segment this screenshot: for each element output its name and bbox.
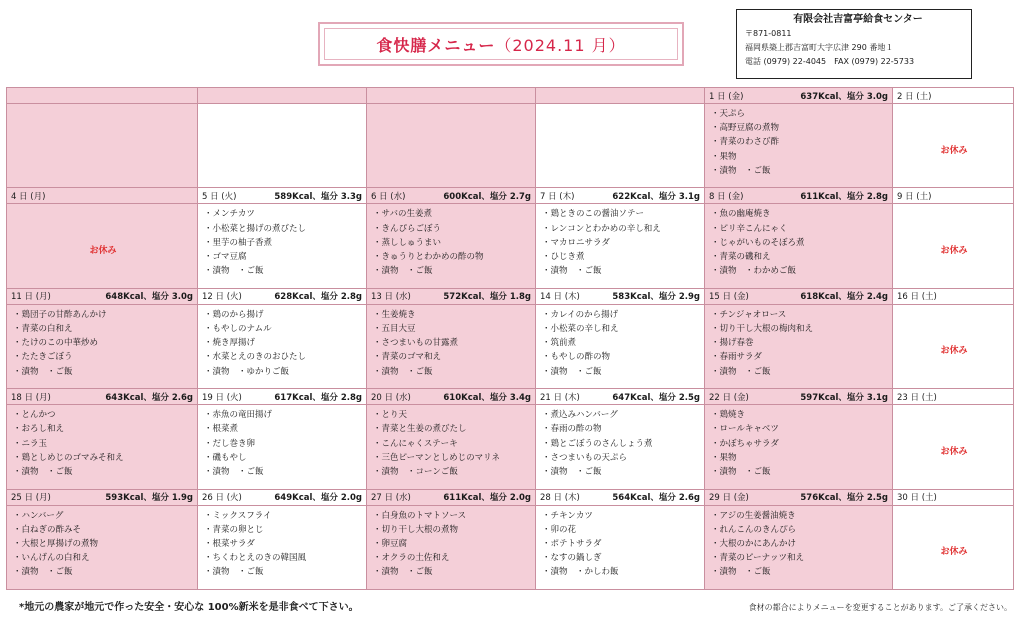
menu-item: ・ 揚げ春巻 (711, 336, 888, 350)
menu-item: ・ もやしのナムル (204, 322, 362, 336)
menu-item: ・ 漬物 ・ご飯 (542, 465, 700, 479)
menu-item: ・ おろし和え (13, 422, 193, 436)
menu-item: ・ 青菜のピーナッツ和え (711, 551, 888, 565)
day-date: 6 日 (水) (371, 191, 406, 202)
day-menu-cell (7, 204, 198, 288)
menu-item: ・ ミックスフライ (204, 509, 362, 523)
day-date: 20 日 (水) (371, 392, 411, 403)
menu-item: ・ きんぴらごぼう (373, 222, 531, 236)
day-header-cell (367, 389, 536, 405)
menu-list (13, 308, 193, 379)
menu-item: ・ 漬物 ・ご飯 (711, 565, 888, 579)
menu-list (711, 308, 888, 379)
day-nutrition: 611Kcal、塩分 2.0g (443, 493, 531, 504)
day-header-cell (893, 188, 1014, 204)
day-date: 30 日 (土) (897, 493, 937, 504)
day-date: 23 日 (土) (897, 392, 937, 403)
menu-item: ・ カレイのから揚げ (542, 308, 700, 322)
company-address: 福岡県築上郡吉富町大字広津 290 番地１ (745, 43, 894, 52)
menu-item: ・ 青菜と生姜の煮びたし (373, 422, 531, 436)
menu-item: ・ 三色ピーマンとしめじのマリネ (373, 451, 531, 465)
menu-item: ・ ちくわとえのきの韓国風 (204, 551, 362, 565)
day-header (371, 290, 531, 302)
title-frame (318, 22, 684, 66)
day-header-cell (198, 489, 367, 505)
day-header-cell (705, 188, 893, 204)
menu-list (711, 408, 888, 479)
day-date: 2 日 (土) (897, 91, 932, 102)
day-header-cell (367, 288, 536, 304)
menu-item: ・ チンジャオロース (711, 308, 888, 322)
day-date: 19 日 (火) (202, 392, 242, 403)
day-header-cell (705, 489, 893, 505)
menu-item: ・ チキンカツ (542, 509, 700, 523)
menu-item: ・ 漬物 ・ご飯 (373, 264, 531, 278)
day-header (540, 491, 700, 503)
menu-calendar (6, 87, 1014, 590)
week-menu-row (7, 405, 1014, 489)
menu-item: ・ たたきごぼう (13, 350, 193, 364)
day-menu-cell (198, 405, 367, 489)
menu-item: ・ 根菜サラダ (204, 537, 362, 551)
menu-item: ・ いんげんの白和え (13, 551, 193, 565)
day-nutrition: 610Kcal、塩分 3.4g (443, 392, 531, 403)
day-nutrition: 572Kcal、塩分 1.8g (443, 292, 531, 303)
week-header-row (7, 389, 1014, 405)
day-menu-cell (198, 505, 367, 589)
footer-disclaimer: 食材の都合によりメニューを変更することがあります。ご了承ください。 (748, 603, 1012, 612)
menu-list (204, 509, 362, 580)
menu-item: ・ 高野豆腐の煮物 (711, 121, 888, 135)
day-header (371, 190, 531, 202)
menu-list (711, 207, 888, 278)
menu-item: ・ 根菜煮 (204, 422, 362, 436)
day-nutrition: 617Kcal、塩分 2.8g (274, 392, 362, 403)
day-menu-cell (7, 505, 198, 589)
menu-list (711, 107, 888, 178)
menu-item: ・ メンチカツ (204, 207, 362, 221)
week-menu-row (7, 304, 1014, 388)
day-date: 27 日 (水) (371, 493, 411, 504)
week-menu-row (7, 505, 1014, 589)
holiday-label: お休み (940, 547, 968, 558)
day-menu-cell (367, 505, 536, 589)
day-header-cell (893, 389, 1014, 405)
menu-item: ・ 赤魚の竜田揚げ (204, 408, 362, 422)
day-header-cell (7, 188, 198, 204)
menu-item: ・ 鶏としめじのゴマみそ和え (13, 451, 193, 465)
day-menu-cell (536, 204, 705, 288)
day-header (540, 290, 700, 302)
menu-item: ・ ピリ辛こんにゃく (711, 222, 888, 236)
menu-item: ・ 漬物 ・ご飯 (204, 565, 362, 579)
week-menu-row (7, 204, 1014, 288)
holiday-label: お休み (940, 145, 968, 156)
day-date: 28 日 (木) (540, 493, 580, 504)
menu-item: ・ ニラ玉 (13, 437, 193, 451)
day-nutrition: 649Kcal、塩分 2.0g (274, 493, 362, 504)
day-header-cell (7, 489, 198, 505)
day-header (897, 190, 1009, 202)
menu-item: ・ 漬物 ・かしわ飯 (542, 565, 700, 579)
menu-item: ・ 漬物 ・ご飯 (711, 164, 888, 178)
menu-item: ・ 春雨の酢の物 (542, 422, 700, 436)
day-menu-cell (367, 405, 536, 489)
holiday-label: お休み (89, 246, 117, 257)
menu-item: ・ 小松菜と揚げの煮びたし (204, 222, 362, 236)
menu-item: ・ 鶏とごぼうのさんしょう煮 (542, 437, 700, 451)
day-header-cell (198, 188, 367, 204)
menu-item: ・ 煮込みハンバーグ (542, 408, 700, 422)
menu-list (373, 207, 531, 278)
menu-list (204, 207, 362, 278)
day-nutrition: 611Kcal、塩分 2.8g (800, 191, 888, 202)
menu-item: ・ 漬物 ・ご飯 (13, 465, 193, 479)
menu-item: ・ 生姜焼き (373, 308, 531, 322)
menu-item: ・ 漬物 ・ご飯 (711, 465, 888, 479)
menu-item: ・ 卵豆腐 (373, 537, 531, 551)
day-header (371, 491, 531, 503)
footer-note: *地元の農家が地元で作った安全・安心な 100%新米を是非食べて下さい。 (19, 602, 359, 613)
day-date: 25 日 (月) (11, 493, 51, 504)
menu-item: ・ 漬物 ・ご飯 (373, 565, 531, 579)
day-header (202, 290, 362, 302)
day-header-cell (893, 489, 1014, 505)
menu-item: ・ 漬物 ・ご飯 (204, 465, 362, 479)
menu-item: ・ 天ぷら (711, 107, 888, 121)
holiday-label: お休み (940, 446, 968, 457)
menu-item: ・ ひじき煮 (542, 250, 700, 264)
day-nutrition: 647Kcal、塩分 2.5g (612, 392, 700, 403)
day-date: 8 日 (金) (709, 191, 744, 202)
menu-list (204, 308, 362, 379)
menu-item: ・ じゃがいものそぼろ煮 (711, 236, 888, 250)
day-menu-cell (893, 204, 1014, 288)
menu-item: ・ もやしの酢の物 (542, 350, 700, 364)
day-nutrition: 637Kcal、塩分 3.0g (800, 91, 888, 102)
menu-item: ・ ロールキャベツ (711, 422, 888, 436)
menu-item: ・ とんかつ (13, 408, 193, 422)
day-date: 29 日 (金) (709, 493, 749, 504)
day-menu-cell (536, 304, 705, 388)
menu-item: ・ 春雨サラダ (711, 350, 888, 364)
company-name: 有限会社吉富亭給食センター (793, 14, 923, 25)
menu-item: ・ 白ねぎの酢みそ (13, 523, 193, 537)
day-header-cell (705, 389, 893, 405)
page-title: 食快膳メニュー（2024.11 月） (376, 35, 626, 55)
day-menu-cell (7, 104, 198, 188)
menu-item: ・ 青菜の磯和え (711, 250, 888, 264)
company-info-box (736, 9, 972, 79)
day-header (709, 491, 888, 503)
menu-item: ・ ゴマ豆腐 (204, 250, 362, 264)
day-header-cell (198, 389, 367, 405)
day-date: 4 日 (月) (11, 191, 46, 202)
day-header-cell (705, 88, 893, 104)
menu-list (542, 509, 700, 580)
menu-item: ・ たけのこの中華炒め (13, 336, 193, 350)
menu-item: ・ こんにゃくステーキ (373, 437, 531, 451)
day-menu-cell (367, 204, 536, 288)
day-menu-cell (367, 104, 536, 188)
day-date: 16 日 (土) (897, 292, 937, 303)
day-menu-cell (893, 505, 1014, 589)
day-header (11, 391, 193, 403)
menu-item: ・ 鶏ときのこの醤油ソテー (542, 207, 700, 221)
menu-item: ・ 大根のかにあんかけ (711, 537, 888, 551)
menu-item: ・ 漬物 ・ご飯 (711, 365, 888, 379)
menu-item: ・ だし巻き卵 (204, 437, 362, 451)
menu-item: ・ 切り干し大根の梅肉和え (711, 322, 888, 336)
menu-item: ・ 漬物 ・ご飯 (373, 365, 531, 379)
menu-item: ・ きゅうりとわかめの酢の物 (373, 250, 531, 264)
week-header-row (7, 88, 1014, 104)
menu-item: ・ 切り干し大根の煮物 (373, 523, 531, 537)
day-header-cell (536, 389, 705, 405)
day-header (709, 90, 888, 102)
menu-item: ・ さつまいもの甘露煮 (373, 336, 531, 350)
day-date: 9 日 (土) (897, 191, 932, 202)
day-nutrition: 593Kcal、塩分 1.9g (105, 493, 193, 504)
menu-item: ・ 漬物 ・ご飯 (542, 264, 700, 278)
day-date: 5 日 (火) (202, 191, 237, 202)
menu-item: ・ 漬物 ・わかめご飯 (711, 264, 888, 278)
menu-item: ・ ハンバーグ (13, 509, 193, 523)
day-date: 15 日 (金) (709, 292, 749, 303)
menu-item: ・ 白身魚のトマトソース (373, 509, 531, 523)
menu-item: ・ 果物 (711, 150, 888, 164)
day-header (371, 391, 531, 403)
day-header (709, 391, 888, 403)
menu-item: ・ ポテトサラダ (542, 537, 700, 551)
day-menu-cell (198, 204, 367, 288)
menu-list (373, 308, 531, 379)
menu-item: ・ 筑前煮 (542, 336, 700, 350)
day-menu-cell (367, 304, 536, 388)
day-menu-cell (705, 405, 893, 489)
day-header-cell (7, 288, 198, 304)
day-header-cell (536, 88, 705, 104)
menu-item: ・ 果物 (711, 451, 888, 465)
menu-item: ・ 鶏のから揚げ (204, 308, 362, 322)
menu-period: （2024.11 月） (495, 35, 626, 55)
day-nutrition: 600Kcal、塩分 2.7g (443, 191, 531, 202)
menu-item: ・ 青菜の卵とじ (204, 523, 362, 537)
menu-item: ・ 青菜の白和え (13, 322, 193, 336)
menu-list (373, 509, 531, 580)
week-menu-row (7, 104, 1014, 188)
menu-item: ・ 鶏焼き (711, 408, 888, 422)
day-header (540, 391, 700, 403)
menu-item: ・ マカロニサラダ (542, 236, 700, 250)
day-menu-cell (705, 204, 893, 288)
day-header (202, 190, 362, 202)
day-menu-cell (198, 304, 367, 388)
title-inner-frame (324, 28, 678, 60)
day-header (897, 90, 1009, 102)
day-nutrition: 589Kcal、塩分 3.3g (274, 191, 362, 202)
menu-item: ・ なすの鍋しぎ (542, 551, 700, 565)
day-nutrition: 576Kcal、塩分 2.5g (800, 493, 888, 504)
day-header-cell (705, 288, 893, 304)
day-menu-cell (705, 304, 893, 388)
day-menu-cell (536, 104, 705, 188)
menu-item: ・ 漬物 ・ご飯 (542, 365, 700, 379)
menu-list (542, 207, 700, 278)
menu-list (373, 408, 531, 479)
day-header-cell (536, 288, 705, 304)
day-header (202, 491, 362, 503)
day-header-cell (893, 288, 1014, 304)
menu-item: ・ 蒸ししゅうまい (373, 236, 531, 250)
day-date: 21 日 (木) (540, 392, 580, 403)
menu-item: ・ 卯の花 (542, 523, 700, 537)
menu-item: ・ 漬物 ・コーンご飯 (373, 465, 531, 479)
day-nutrition: 648Kcal、塩分 3.0g (105, 292, 193, 303)
week-header-row (7, 288, 1014, 304)
day-menu-cell (536, 405, 705, 489)
day-nutrition: 597Kcal、塩分 3.1g (800, 392, 888, 403)
menu-list (13, 509, 193, 580)
day-nutrition: 618Kcal、塩分 2.4g (800, 292, 888, 303)
day-menu-cell (893, 405, 1014, 489)
week-header-row (7, 188, 1014, 204)
day-header-cell (367, 188, 536, 204)
day-menu-cell (705, 104, 893, 188)
day-nutrition: 643Kcal、塩分 2.6g (105, 392, 193, 403)
day-menu-cell (7, 405, 198, 489)
day-date: 11 日 (月) (11, 292, 51, 303)
day-header (897, 290, 1009, 302)
day-nutrition: 622Kcal、塩分 3.1g (612, 191, 700, 202)
menu-item: ・ 漬物 ・ご飯 (13, 365, 193, 379)
menu-list (13, 408, 193, 479)
day-date: 22 日 (金) (709, 392, 749, 403)
menu-item: ・ 里芋の柚子香煮 (204, 236, 362, 250)
menu-list (542, 308, 700, 379)
menu-item: ・ 漬物 ・ゆかりご飯 (204, 365, 362, 379)
day-header-cell (198, 88, 367, 104)
menu-item: ・ 漬物 ・ご飯 (13, 565, 193, 579)
day-header (897, 391, 1009, 403)
day-header-cell (198, 288, 367, 304)
menu-item: ・ 五目大豆 (373, 322, 531, 336)
menu-item: ・ 磯もやし (204, 451, 362, 465)
menu-item: ・ サバの生姜煮 (373, 207, 531, 221)
day-header-cell (7, 88, 198, 104)
day-date: 1 日 (金) (709, 91, 744, 102)
day-date: 12 日 (火) (202, 292, 242, 303)
menu-item: ・ アジの生姜醤油焼き (711, 509, 888, 523)
day-header (709, 190, 888, 202)
day-header (11, 290, 193, 302)
menu-item: ・ れんこんのきんぴら (711, 523, 888, 537)
menu-item: ・ 鶏団子の甘酢あんかけ (13, 308, 193, 322)
day-header (540, 190, 700, 202)
day-header-cell (893, 88, 1014, 104)
menu-item: ・ さつまいもの天ぷら (542, 451, 700, 465)
day-header-cell (7, 389, 198, 405)
menu-item: ・ 大根と厚揚げの煮物 (13, 537, 193, 551)
day-nutrition: 628Kcal、塩分 2.8g (274, 292, 362, 303)
holiday-label: お休み (940, 346, 968, 357)
day-date: 13 日 (水) (371, 292, 411, 303)
day-header-cell (536, 188, 705, 204)
menu-item: ・ 水菜とえのきのおひたし (204, 350, 362, 364)
menu-list (711, 509, 888, 580)
day-header (897, 491, 1009, 503)
day-date: 18 日 (月) (11, 392, 51, 403)
menu-list (204, 408, 362, 479)
holiday-label: お休み (940, 246, 968, 257)
day-header-cell (536, 489, 705, 505)
menu-item: ・ オクラの土佐和え (373, 551, 531, 565)
menu-item: ・ 魚の幽庵焼き (711, 207, 888, 221)
menu-item: ・ 小松菜の辛し和え (542, 322, 700, 336)
menu-item: ・ 焼き厚揚げ (204, 336, 362, 350)
day-header (202, 391, 362, 403)
day-date: 26 日 (火) (202, 493, 242, 504)
week-header-row (7, 489, 1014, 505)
menu-item: ・ レンコンとわかめの辛し和え (542, 222, 700, 236)
day-header (11, 190, 193, 202)
day-date: 7 日 (木) (540, 191, 575, 202)
day-menu-cell (536, 505, 705, 589)
day-header-cell (367, 88, 536, 104)
day-menu-cell (893, 104, 1014, 188)
day-nutrition: 583Kcal、塩分 2.9g (612, 292, 700, 303)
company-phone: 電話 (0979) 22-4045 FAX (0979) 22-5733 (745, 57, 915, 66)
day-header (709, 290, 888, 302)
day-menu-cell (893, 304, 1014, 388)
menu-item: ・ 漬物 ・ご飯 (204, 264, 362, 278)
menu-item: ・ かぼちゃサラダ (711, 437, 888, 451)
day-menu-cell (7, 304, 198, 388)
menu-item: ・ とり天 (373, 408, 531, 422)
menu-list (542, 408, 700, 479)
menu-item: ・ 青菜のゴマ和え (373, 350, 531, 364)
day-header-cell (367, 489, 536, 505)
company-postal: 〒871-0811 (745, 29, 792, 38)
menu-item: ・ 青菜のわさび酢 (711, 135, 888, 149)
day-menu-cell (198, 104, 367, 188)
day-header (11, 491, 193, 503)
day-date: 14 日 (木) (540, 292, 580, 303)
day-menu-cell (705, 505, 893, 589)
day-nutrition: 564Kcal、塩分 2.6g (612, 493, 700, 504)
